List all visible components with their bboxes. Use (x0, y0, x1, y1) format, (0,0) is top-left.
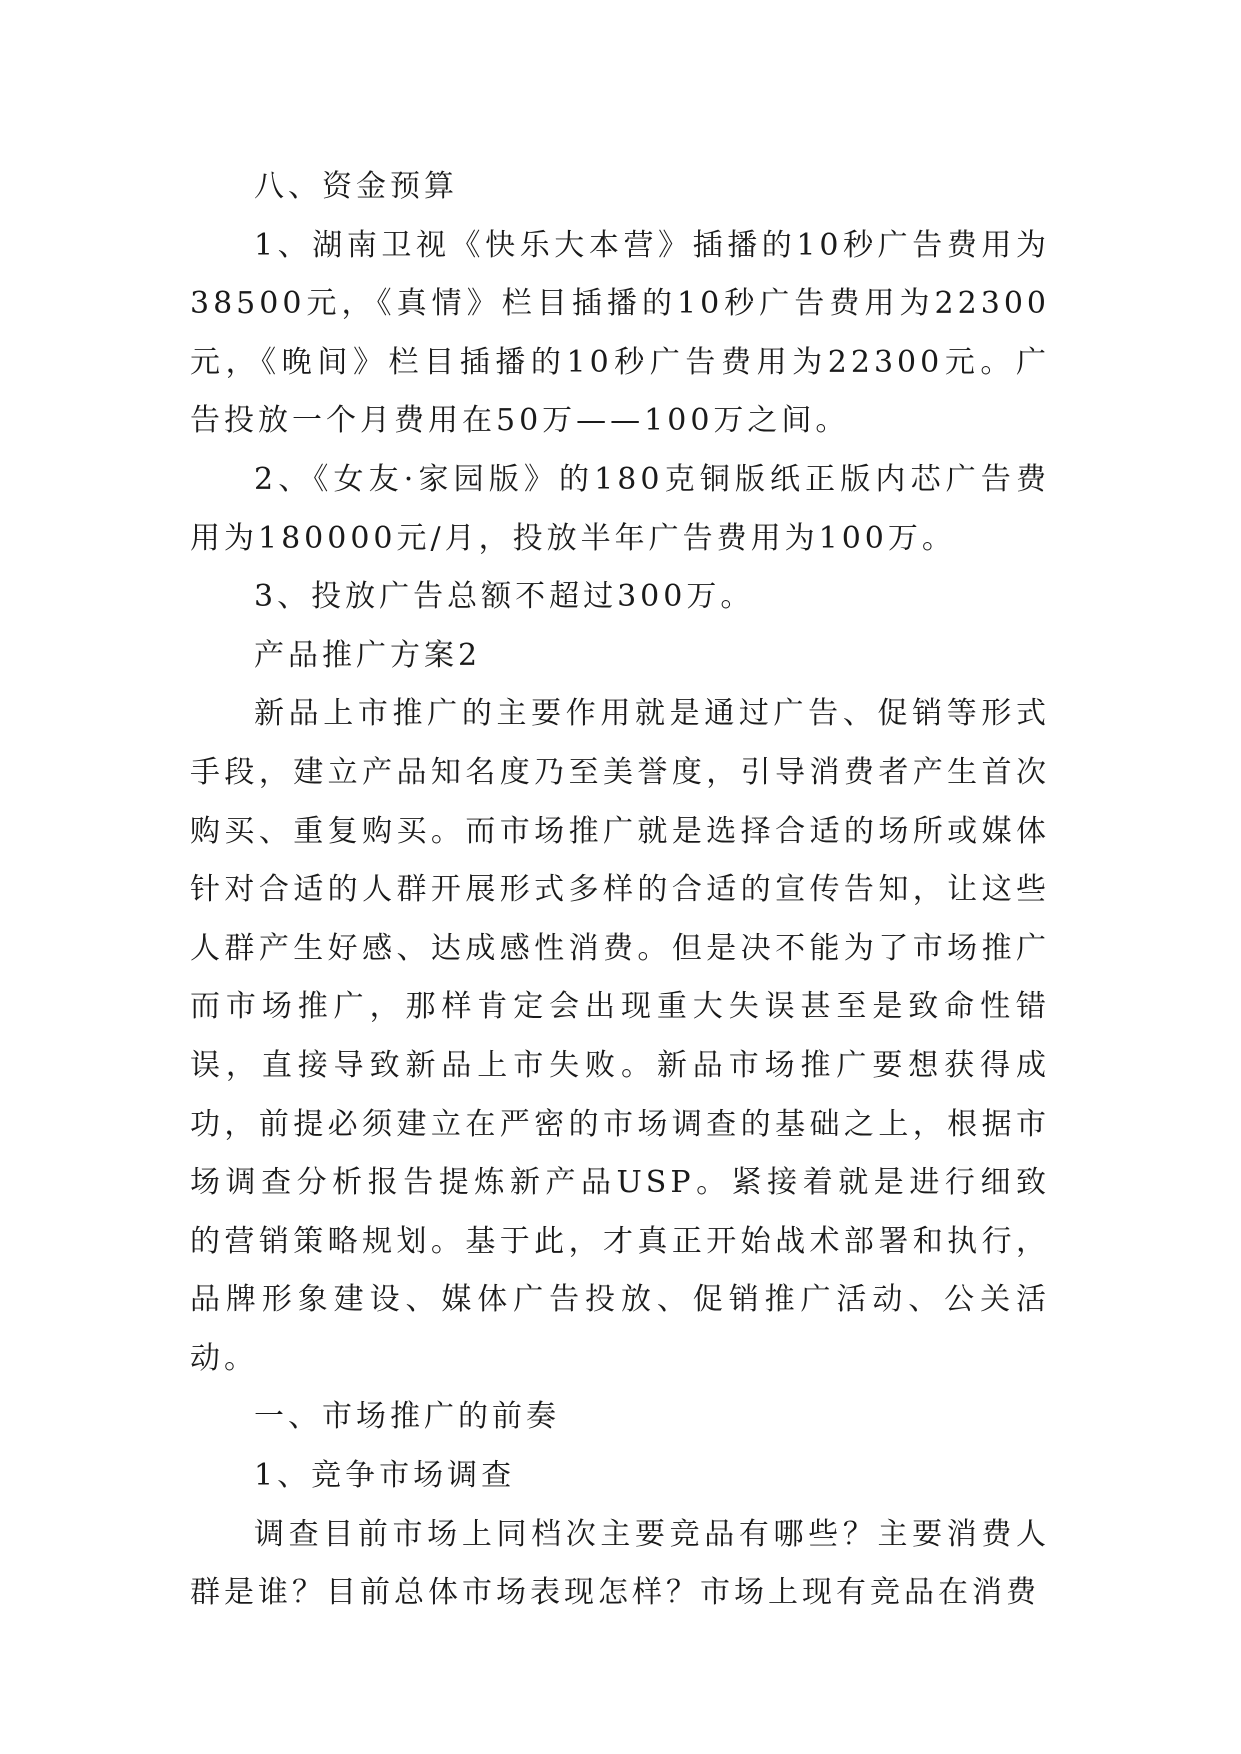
section-heading-promotion-prelude: 一、市场推广的前奏 (254, 1399, 560, 1435)
section-title-promotion-plan-2: 产品推广方案2 (254, 637, 482, 673)
budget-item-tv-ads: 1、湖南卫视《快乐大本营》插播的10秒广告费用为38500元，《真情》栏目插播的10秒广告费用为22300元，《晚间》栏目插播的10秒广告费用为22300元。广告投放一个月费用在50万——100万之间。 (190, 227, 1050, 439)
budget-item-magazine-ads: 2、《女友·家园版》的180克铜版纸正版内芯广告费用为180000元/月，投放半年广告费用为100万。 (190, 461, 1050, 556)
section-heading-funding-budget: 八、资金预算 (254, 169, 458, 204)
survey-paragraph: 调查目前市场上同档次主要竞品有哪些？主要消费人群是谁？目前总体市场表现怎样？市场上现有竞品在消费 (190, 1516, 1050, 1611)
budget-item-total: 3、投放广告总额不超过300万。 (254, 579, 755, 615)
intro-paragraph: 新品上市推广的主要作用就是通过广告、促销等形式手段，建立产品知名度乃至美誉度，引导消费者产生首次购买、重复购买。而市场推广就是选择合适的场所或媒体针对合适的人群开展形式多样的合适的宣传告知，让这些人群产生好感、达成感性消费。但是决不能为了市场推广而市场推广，那样肯定会出现重大失误甚至是致命性错误，直接导致新品上市失败。新品市场推广要想获得成功，前提必须建立在严密的市场调查的基础之上，根据市场调查分析报告提炼新产品USP。紧接着就是进行细致的营销策略规划。基于此，才真正开始战术部署和执行，品牌形象建设、媒体广告投放、促销推广活动、公关活动。 (190, 696, 1050, 1376)
document-body (190, 158, 1050, 1623)
subheading-competitive-market-survey: 1、竞争市场调查 (254, 1458, 516, 1494)
